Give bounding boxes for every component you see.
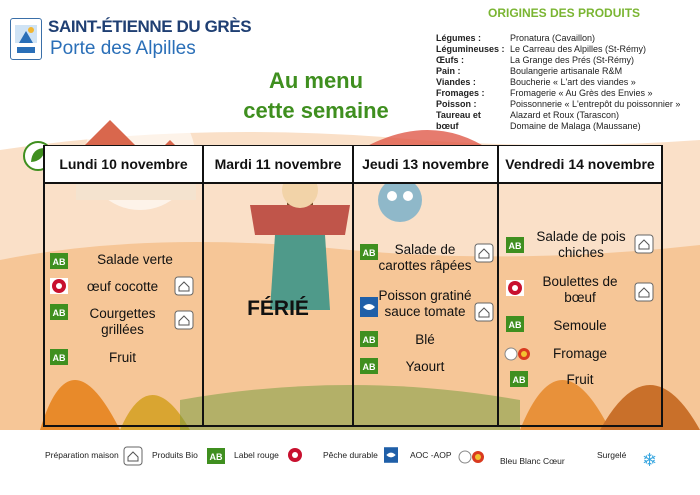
menu-item: Salade de carottes râpées [378,242,472,273]
day-header-thursday: Jeudi 13 novembre [354,146,497,182]
bio-label-text: AB [508,320,522,330]
homemade-icon [634,282,654,302]
bio-label-icon [50,253,68,269]
town-logo [6,14,252,66]
bio-label-icon [360,358,378,374]
origin-value: Fromagerie « Au Grès des Envies » [510,88,653,98]
bio-label-text: AB [52,308,66,318]
menu-item: Fromage [552,346,608,361]
menu-item: Fruit [566,372,594,387]
origin-label: bœuf [436,121,459,131]
menu-item: Semoule [553,318,607,333]
menu-item: Yaourt [405,359,445,374]
bio-label-text: AB [52,257,66,267]
origin-value: Le Carreau des Alpilles (St-Rémy) [510,44,647,54]
bio-label-text: AB [362,248,376,258]
origin-label: Légumineuses : [436,44,505,54]
menu-item: Fruit [109,350,136,365]
homemade-icon [122,446,144,466]
bio-label-text: AB [508,241,522,251]
bio-label-text: AB [512,375,526,385]
bio-label-icon [506,316,524,332]
grid-header-divider [43,182,663,184]
day-header-tuesday: Mardi 11 novembre [204,146,352,182]
bio-label-icon [360,331,378,347]
bio-label-text: AB [362,362,376,372]
origin-label: Viandes : [436,77,476,87]
aoc-aop-icon [504,347,532,361]
snowflake-icon: ❄ [642,450,658,470]
origin-label: Œufs : [436,55,464,65]
origin-label: Taureau et [436,110,481,120]
bio-label-icon [207,446,225,466]
holiday-label: FÉRIÉ [247,297,309,320]
menu-title [216,66,416,126]
grid-divider [202,145,204,427]
legend-bleu-blanc-coeur: Bleu Blanc Cœur [500,456,565,466]
legend-aoc-aop: AOC -AOP [410,450,452,460]
town-crest-icon [10,18,42,60]
origin-value: La Grange des Prés (St-Rémy) [510,55,635,65]
aoc-aop-icon [458,450,486,464]
grid-divider [352,145,354,427]
menu-item: Blé [415,332,435,347]
origin-label: Pain : [436,66,461,76]
grid-divider [497,145,499,427]
legend-label-rouge: Label rouge [234,450,279,460]
origin-label: Poisson : [436,99,477,109]
menu-title-line2: cette semaine [243,98,389,123]
legend-frozen: Surgelé [597,450,627,460]
origin-value: Poissonnerie « L'entrepôt du poissonnier » [510,99,681,109]
bio-label-icon [506,237,524,253]
menu-item: œuf cocotte [86,279,159,294]
menu-item: Poisson gratiné sauce tomate [378,288,472,319]
sustainable-fishing-icon [384,446,398,464]
legend-bio: Produits Bio [152,450,198,460]
menu-item: Courgettes grillées [89,306,156,337]
origin-value: Pronatura (Cavaillon) [510,33,596,43]
bio-label-icon [50,304,68,320]
bio-label-icon [510,371,528,387]
town-subtitle: Porte des Alpilles [50,38,196,59]
label-rouge-icon [506,280,524,296]
origin-label: Légumes : [436,33,482,43]
bio-label-icon [50,349,68,365]
town-name: SAINT-ÉTIENNE DU GRÈS [48,17,252,36]
day-header-monday: Lundi 10 novembre [45,146,202,182]
origin-value: Alazard et Roux (Tarascon) [510,110,620,120]
bio-label-text: AB [209,452,223,462]
legend-homemade: Préparation maison [45,450,119,460]
homemade-icon [174,276,194,296]
bio-label-text: AB [52,353,66,363]
day-header-friday: Vendredi 14 novembre [499,146,661,182]
origin-value: Boucherie « L'art des viandes » [510,77,636,87]
menu-title-line1: Au menu [268,68,364,93]
homemade-icon [174,310,194,330]
origin-value: Boulangerie artisanale R&M [510,66,623,76]
homemade-icon [634,234,654,254]
origin-label: Fromages : [436,88,485,98]
label-rouge-icon [50,278,68,294]
menu-item: Salade verte [97,252,173,267]
homemade-icon [474,302,494,322]
legend-sustainable-fishing: Pêche durable [323,450,378,460]
bio-label-text: AB [362,335,376,345]
menu-item: Salade de pois chiches [536,229,626,260]
menu-item: Boulettes de bœuf [542,274,618,305]
label-rouge-icon [286,447,304,463]
homemade-icon [474,243,494,263]
origin-value: Domaine de Malaga (Maussane) [510,121,641,131]
origins-heading: ORIGINES DES PRODUITS [488,6,641,20]
